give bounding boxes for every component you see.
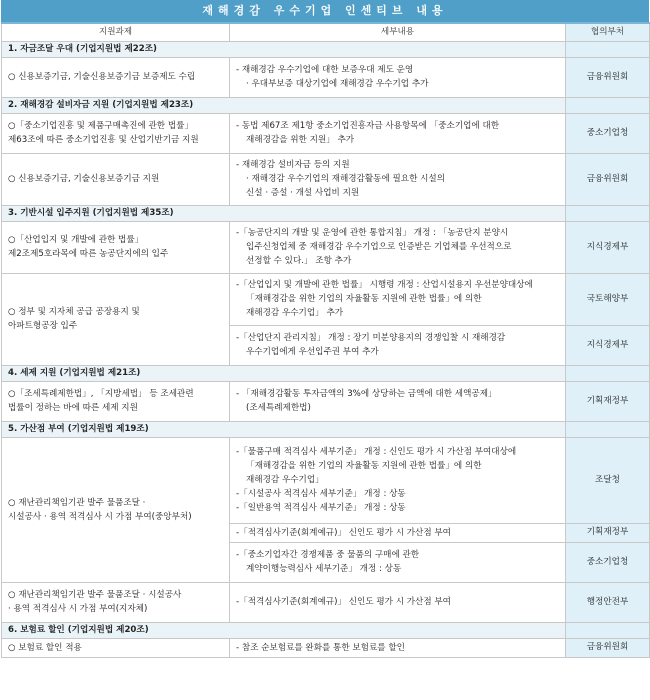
section-row <box>2 97 650 113</box>
ministry-cell: 중소기업청 <box>566 542 650 582</box>
ministry-cell: 금융위원회 <box>566 57 650 97</box>
cell-line: 선정할 수 있다.」 조항 추가 <box>246 256 352 266</box>
cell-line: - 동법 제67조 제1항 중소기업진흥자금 사용항목에 「중소기업에 대한 <box>236 121 500 131</box>
cell-line: 재해경감 우수기업」 추가 <box>246 308 344 318</box>
support-task-cell <box>2 381 230 421</box>
cell-line: 「재해경감을 위한 기업의 자율활동 지원에 관한 법률」에 의한 <box>246 294 482 304</box>
table-row <box>2 57 650 97</box>
details-cell <box>230 153 566 205</box>
details-cell <box>230 325 566 365</box>
support-task-cell <box>2 437 230 582</box>
ministry-cell: 기획재정부 <box>566 523 650 542</box>
section-row <box>2 41 650 57</box>
table-row <box>2 638 650 657</box>
cell-line: -「시설공사 적격심사 세부기준」 개정 : 상동 <box>236 489 406 499</box>
cell-line: -「농공단지의 개발 및 운영에 관한 통합지침」 개정 : 「농공단지 분양시 <box>236 228 509 238</box>
cell-line: 시설공사 · 용역 적격심사 시 가점 부여(중앙부처) <box>8 511 192 522</box>
table-row <box>2 221 650 273</box>
cell-line: -「적격심사기준(회계예규)」 신인도 평가 시 가산점 부여 <box>236 597 451 607</box>
cell-line: 제63조에 따른 중소기업진흥 및 산업기반기금 지원 <box>8 135 199 145</box>
cell-line: · 우대부보증 대상기업에 재해경감 우수기업 추가 <box>246 79 429 89</box>
cell-line: -「일반용역 적격심사 세부기준」 개정 : 상동 <box>236 503 406 513</box>
ministry-cell: 금융위원회 <box>566 153 650 205</box>
section-row <box>2 205 650 221</box>
incentive-table <box>1 22 650 658</box>
ministry-cell: 기획재정부 <box>566 381 650 421</box>
cell-line: ○ 재난관리책임기관 발주 물품조달 · <box>8 497 146 508</box>
table-row <box>2 113 650 153</box>
section-ministry-cell <box>566 97 650 113</box>
support-task-cell <box>2 221 230 273</box>
cell-line: -「중소기업자간 경쟁제품 중 물품의 구매에 관한 <box>236 550 420 560</box>
table-header-row <box>2 23 650 41</box>
cell-line: · 재해경감 우수기업의 재해경감활동에 필요한 시설의 <box>246 174 446 184</box>
ministry-cell: 국토해양부 <box>566 273 650 325</box>
cell-line: 재해경감 우수기업」 <box>246 475 324 485</box>
ministry-cell: 조달청 <box>566 437 650 523</box>
cell-line: · 용역 적격심사 시 가점 부여(지자체) <box>8 604 148 614</box>
details-cell <box>230 221 566 273</box>
support-task-cell <box>2 638 230 657</box>
cell-line: ○「산업입지 및 개발에 관한 법률」 <box>8 235 144 245</box>
section-title: 3. 기반시설 입주지원 (기업지원법 제35조) <box>2 205 566 221</box>
cell-line: - 재해경감 설비자금 등의 지원 <box>236 160 350 170</box>
cell-line: - 참조 순보험료를 완화를 통한 보험료를 할인 <box>236 642 405 653</box>
cell-line: 우수기업에게 우선입주권 부여 추가 <box>246 347 379 357</box>
cell-line: 「재해경감을 위한 기업의 자율활동 지원에 관한 법률」에 의한 <box>246 461 482 471</box>
section-title: 6. 보험료 할인 (기업지원법 제20조) <box>2 622 566 638</box>
cell-line: 법률이 정하는 바에 따른 세제 지원 <box>8 403 138 413</box>
table-row <box>2 273 650 325</box>
header-details: 세부내용 <box>230 23 566 41</box>
header-ministry: 협의부처 <box>566 23 650 41</box>
cell-line: 제2조제5호라목에 따른 농공단지에의 입주 <box>8 249 169 259</box>
section-ministry-cell <box>566 421 650 437</box>
cell-line: ○ 보험료 할인 적용 <box>8 642 82 653</box>
section-ministry-cell <box>566 365 650 381</box>
cell-line: ○「중소기업진흥 및 제품구매촉진에 관한 법률」 <box>8 121 194 131</box>
section-title: 5. 가산점 부여 (기업지원법 제19조) <box>2 421 566 437</box>
cell-line: ○ 정부 및 지자체 공급 공장용지 및 <box>8 307 140 317</box>
section-ministry-cell <box>566 622 650 638</box>
section-title: 2. 재해경감 설비자금 지원 (기업지원법 제23조) <box>2 97 566 113</box>
cell-line: 계약이행능력심사 세부기준」 개정 : 상동 <box>246 564 402 574</box>
cell-line: ○ 재난관리책임기관 발주 물품조달 · 시설공사 <box>8 590 182 600</box>
table-row <box>2 153 650 205</box>
cell-line: - 재해경감 우수기업에 대한 보증우대 제도 운영 <box>236 65 414 75</box>
cell-line: - 「재해경감활동 투자금액의 3%에 상당하는 금액에 대한 세액공제」 <box>236 389 497 399</box>
section-row <box>2 622 650 638</box>
ministry-cell: 지식경제부 <box>566 325 650 365</box>
ministry-cell: 중소기업청 <box>566 113 650 153</box>
details-cell <box>230 542 566 582</box>
cell-line: ○ 신용보증기금, 기술신용보증기금 보증제도 수립 <box>8 72 196 82</box>
ministry-cell: 지식경제부 <box>566 221 650 273</box>
section-ministry-cell <box>566 205 650 221</box>
cell-line: ○「조세특례제한법」, 「지방세법」 등 조세관련 <box>8 389 194 399</box>
table-row <box>2 381 650 421</box>
support-task-cell <box>2 582 230 622</box>
header-support-task: 지원과제 <box>2 23 230 41</box>
table-row <box>2 437 650 523</box>
details-cell <box>230 582 566 622</box>
cell-line: -「산업단지 관리지침」 개정 : 장기 미분양용지의 경쟁입찰 시 재해경감 <box>236 333 506 343</box>
section-title: 1. 자금조달 우대 (기업지원법 제22조) <box>2 41 566 57</box>
table-row <box>2 582 650 622</box>
ministry-cell: 금융위원회 <box>566 638 650 657</box>
cell-line: -「산업입지 및 개발에 관한 법률」 시행령 개정 : 산업시설용지 우선분양대상에 <box>236 280 533 290</box>
details-cell <box>230 523 566 542</box>
details-cell <box>230 113 566 153</box>
cell-line: 입주신청업체 중 재해경감 우수기업으로 인증받은 기업체를 우선적으로 <box>246 242 512 252</box>
cell-line: ○ 신용보증기금, 기술신용보증기금 지원 <box>8 174 160 184</box>
support-task-cell <box>2 57 230 97</box>
cell-line: 재해경감을 위한 지원」 추가 <box>246 135 355 145</box>
details-cell <box>230 381 566 421</box>
details-cell <box>230 638 566 657</box>
section-row <box>2 365 650 381</box>
ministry-cell: 행정안전부 <box>566 582 650 622</box>
support-task-cell <box>2 273 230 365</box>
section-ministry-cell <box>566 41 650 57</box>
cell-line: -「물품구매 적격심사 세부기준」 개정 : 신인도 평가 시 가산점 부여대상에 <box>236 447 517 457</box>
details-cell <box>230 273 566 325</box>
cell-line: -「적격심사기준(회계예규)」 신인도 평가 시 가산점 부여 <box>236 527 451 538</box>
cell-line: 신설 · 증설 · 개설 사업비 지원 <box>246 188 360 198</box>
support-task-cell <box>2 153 230 205</box>
section-title: 4. 세제 지원 (기업지원법 제21조) <box>2 365 566 381</box>
support-task-cell <box>2 113 230 153</box>
details-cell <box>230 57 566 97</box>
cell-line: (조세특례제한법) <box>246 403 311 413</box>
section-row <box>2 421 650 437</box>
document-title: 재해경감 우수기업 인센티브 내용 <box>1 0 649 22</box>
details-cell <box>230 437 566 523</box>
cell-line: 아파트형공장 입주 <box>8 321 78 331</box>
